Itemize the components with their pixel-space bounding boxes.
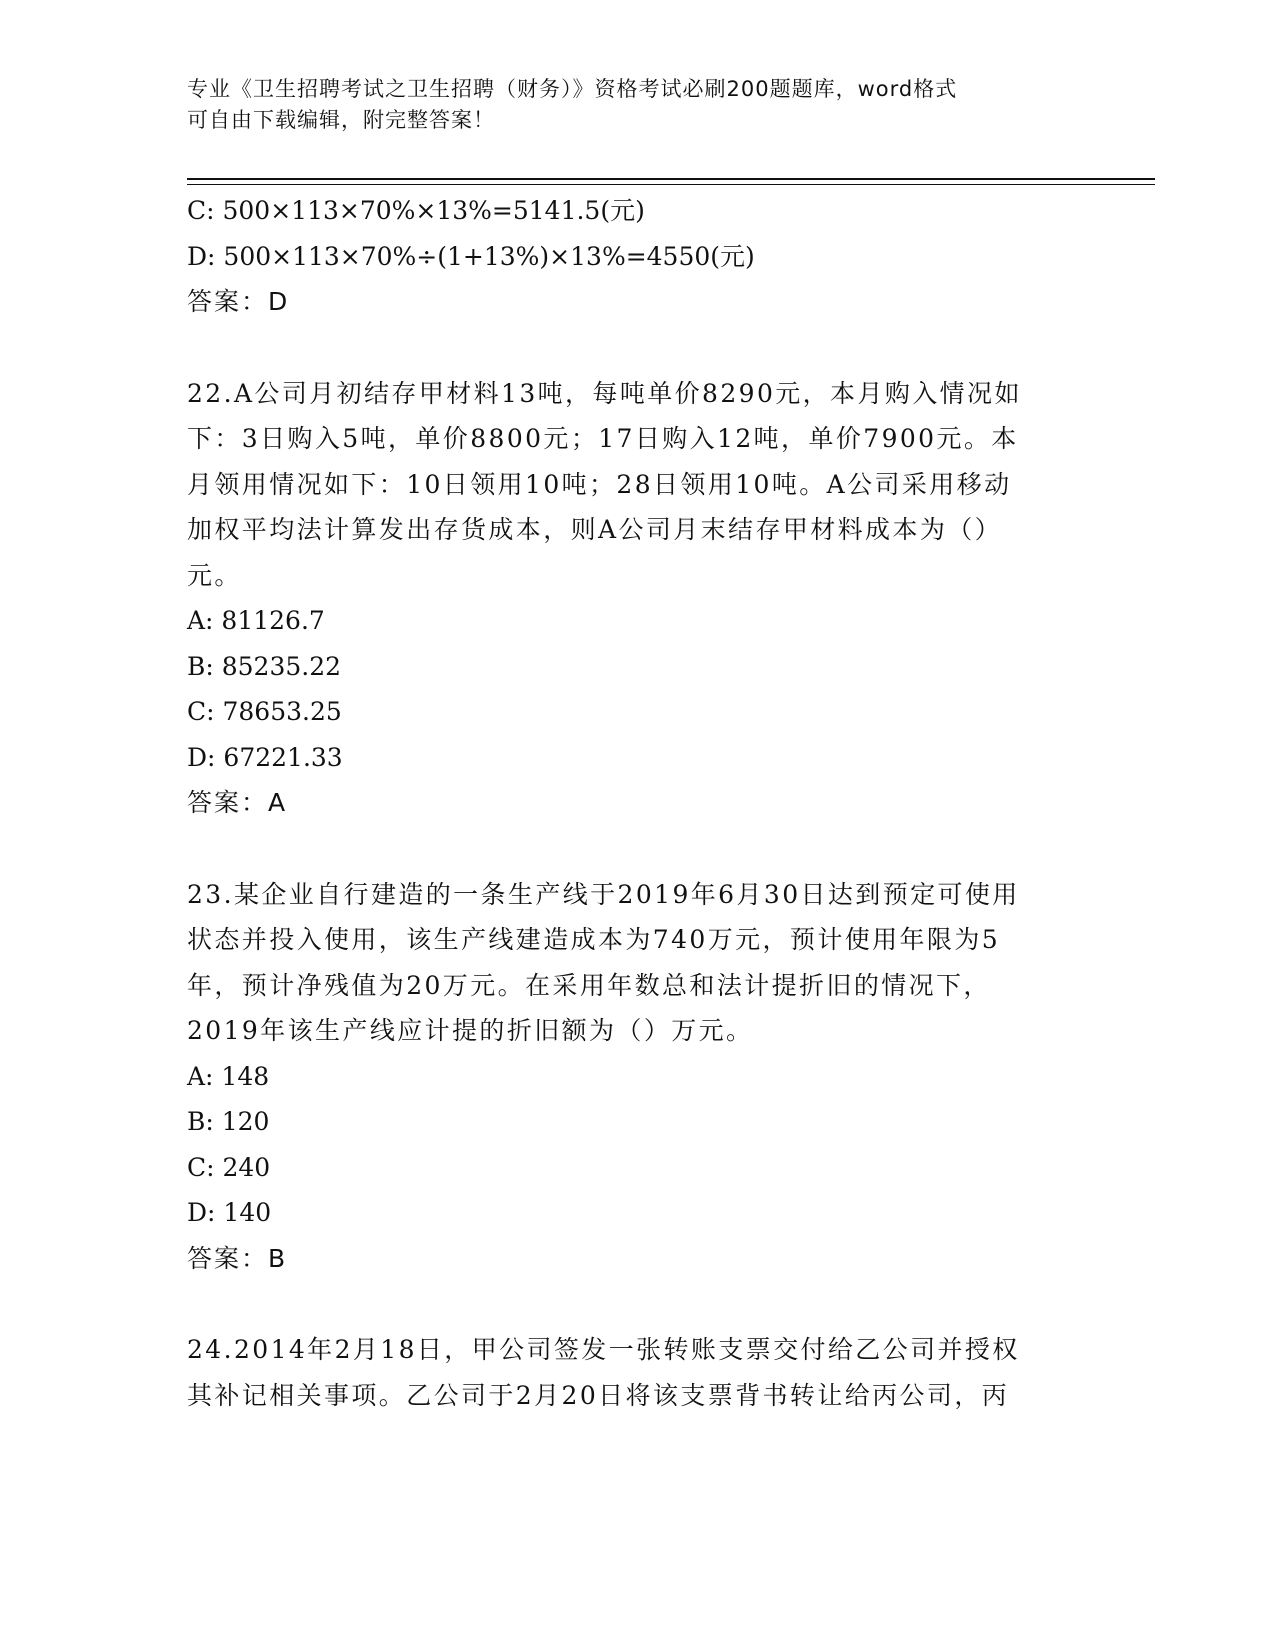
question-text-line: 24.2014年2月18日，甲公司签发一张转账支票交付给乙公司并授权 xyxy=(187,1335,1020,1364)
header-divider-thick xyxy=(187,178,1155,180)
question-text-line: 状态并投入使用，该生产线建造成本为740万元，预计使用年限为5 xyxy=(187,925,1001,954)
question-text-line: 2019年该生产线应计提的折旧额为（）万元。 xyxy=(187,1016,754,1045)
option-c: C: 500×113×70%×13%=5141.5(元) xyxy=(187,196,645,225)
question-text-line: 年，预计净残值为20万元。在采用年数总和法计提折旧的情况下， xyxy=(187,970,991,1000)
spacer xyxy=(187,325,1067,371)
document-body xyxy=(187,188,1067,1418)
option-c: C: 240 xyxy=(187,1152,271,1182)
header-title-line-2: 可自由下载编辑，附完整答案！ xyxy=(187,108,495,132)
option-d: D: 140 xyxy=(187,1198,272,1227)
answer-line: 答案：D xyxy=(187,287,290,316)
spacer xyxy=(187,826,1067,872)
question-text-line: 元。 xyxy=(187,560,242,590)
question-text-line: 23.某企业自行建造的一条生产线于2019年6月30日达到预定可使用 xyxy=(187,879,1020,909)
spacer xyxy=(187,1281,1067,1327)
question-21-tail xyxy=(187,188,1067,325)
question-text-line: 加权平均法计算发出存货成本，则A公司月末结存甲材料成本为（） xyxy=(187,515,1003,544)
header-divider-thin xyxy=(187,184,1155,185)
option-b: B: 120 xyxy=(187,1107,270,1136)
header-title-line-1: 专业《卫生招聘考试之卫生招聘（财务）》资格考试必刷200题题库，word格式 xyxy=(187,77,958,101)
option-d: D: 67221.33 xyxy=(187,742,343,772)
option-d: D: 500×113×70%÷(1+13%)×13%=4550(元) xyxy=(187,241,755,271)
option-b: B: 85235.22 xyxy=(187,651,342,681)
question-23 xyxy=(187,872,1067,1282)
option-a: A: 81126.7 xyxy=(187,606,325,635)
option-c: C: 78653.25 xyxy=(187,697,342,726)
question-22 xyxy=(187,371,1067,826)
question-text-line: 月领用情况如下：10日领用10吨；28日领用10吨。A公司采用移动 xyxy=(187,469,1012,499)
question-text-line: 其补记相关事项。乙公司于2月20日将该支票背书转让给丙公司，丙 xyxy=(187,1380,1010,1410)
option-a: A: 148 xyxy=(187,1061,270,1091)
question-text-line: 下：3日购入5吨，单价8800元；17日购入12吨，单价7900元。本 xyxy=(187,424,1019,453)
question-text-line: 22.A公司月初结存甲材料13吨，每吨单价8290元，本月购入情况如 xyxy=(187,378,1022,408)
document-header xyxy=(187,74,1067,136)
answer-line: 答案：B xyxy=(187,1243,288,1273)
question-24 xyxy=(187,1327,1067,1418)
answer-line: 答案：A xyxy=(187,788,288,817)
